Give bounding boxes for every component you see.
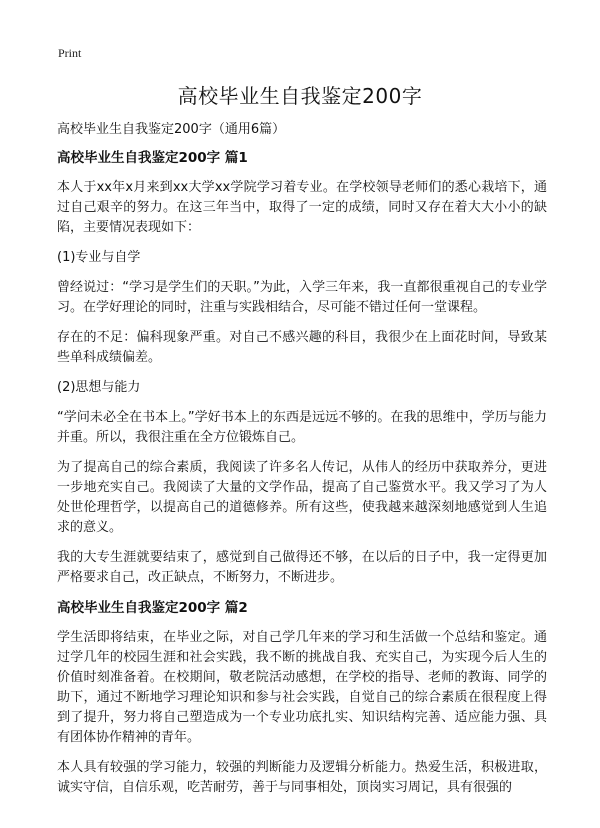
paragraph: 存在的不足：偏科现象严重。对自己不感兴趣的科目，我很少在上面花时间，导致某些单科成绩偏差。	[57, 330, 547, 365]
paragraph: 我的大专生涯就要结束了，感觉到自己做得还不够，在以后的日子中，我一定得更加严格要求自己，改正缺点，不断努力，不断进步。	[57, 550, 547, 585]
page-title: 高校毕业生自我鉴定200字	[177, 84, 423, 108]
section-2	[57, 598, 547, 798]
print-link[interactable]: Print	[58, 46, 82, 60]
document-body	[57, 120, 547, 808]
paragraph: 本人具有较强的学习能力，较强的判断能力及逻辑分析能力。热爱生活，积极进取，诚实守信，自信乐观，吃苦耐劳，善于与同事相处，顶岗实习周记，具有很强的	[57, 760, 547, 795]
paragraph: 为了提高自己的综合素质，我阅读了许多名人传记，从伟人的经历中获取养分，更进一步地充实自己。我阅读了大量的文学作品，提高了自己鉴赏水平。我又学习了为人处世伦理哲学，以提高自己的道德修养。所有这些，使我越来越深刻地感觉到人生追求的意义。	[57, 460, 547, 535]
paragraph: 本人于xx年x月来到xx大学xx学院学习着专业。在学校领导老师们的悉心栽培下，通过自己艰辛的努力。在这三年当中，取得了一定的成绩，同时又存在着大大小小的缺陷，主要情况表现如下：	[57, 180, 547, 235]
sub-heading: (1)专业与自学	[57, 250, 141, 265]
section-heading: 高校毕业生自我鉴定200字 篇2	[57, 600, 248, 616]
paragraph: “学问未必全在书本上。”学好书本上的东西是远远不够的。在我的思维中，学历与能力并重。所以，我很注重在全方位锻炼自己。	[57, 410, 547, 445]
paragraph: 学生活即将结束，在毕业之际，对自己学几年来的学习和生活做一个总结和鉴定。通过学几年的校园生涯和社会实践，我不断的挑战自我、充实自己，为实现今后人生的价值时刻准备着。在校期间，敬老院活动感想，在学校的指导、老师的教诲、同学的助下，通过不断地学习理论知识和参与社会实践，自觉自己的综合素质在很程度上得到了提升，努力将自己塑造成为一个专业功底扎实、知识结构完善、适应能力强、具有团体协作精神的青年。	[57, 630, 547, 745]
document-subtitle: 高校毕业生自我鉴定200字（通用6篇）	[57, 122, 286, 137]
paragraph: 曾经说过：“学习是学生们的天职。”为此，入学三年来，我一直都很重视自己的专业学习。在学好理论的同时，注重与实践相结合，尽可能不错过任何一堂课程。	[57, 280, 547, 315]
section-heading: 高校毕业生自我鉴定200字 篇1	[57, 150, 248, 166]
sub-heading: (2)思想与能力	[57, 380, 141, 395]
section-1	[57, 148, 547, 588]
